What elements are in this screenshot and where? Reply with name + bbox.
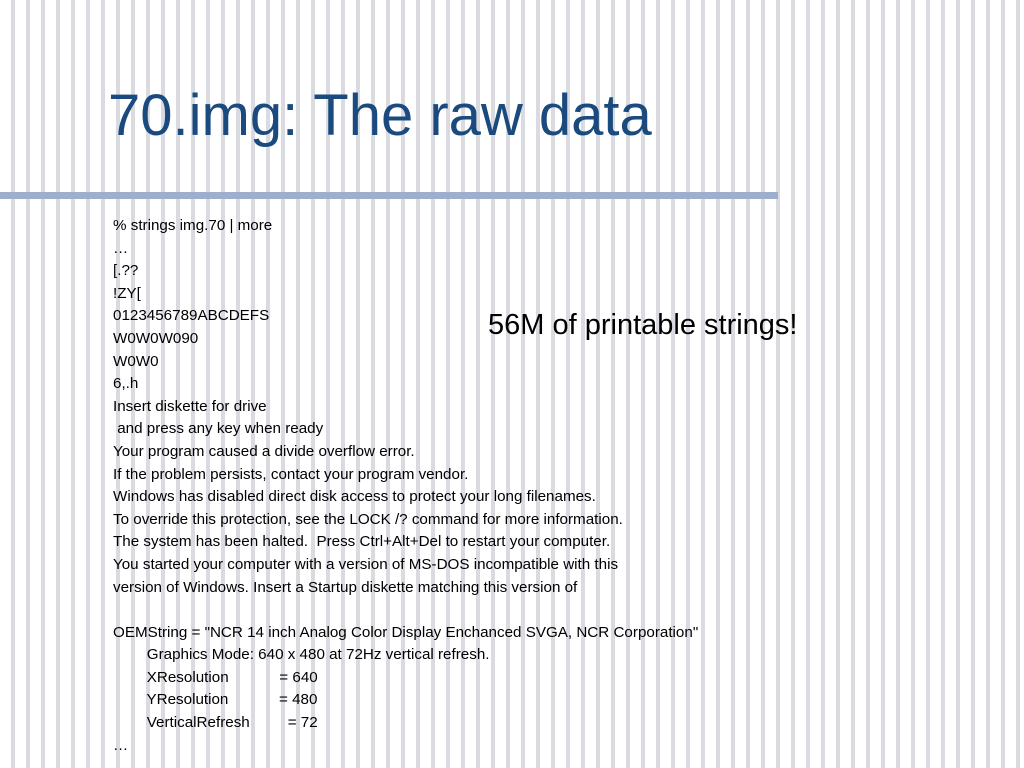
output-line: XResolution = 640	[113, 668, 318, 686]
output-line: To override this protection, see the LOCK /? command for more information.	[113, 510, 623, 528]
output-line	[113, 599, 698, 622]
output-line: Windows has disabled direct disk access to protect your long filenames.	[113, 488, 596, 506]
output-line: VerticalRefresh = 72	[113, 714, 318, 732]
output-line: % strings img.70 | more	[113, 217, 273, 234]
output-line: [.??	[113, 262, 139, 280]
output-line: OEMString = "NCR 14 inch Analog Color Display Enchanced SVGA, NCR Corporation"	[113, 623, 699, 641]
output-line: !ZY[	[113, 284, 141, 302]
output-line: You started your computer with a version of MS-DOS incompatible with this	[113, 555, 619, 573]
output-line: If the problem persists, contact your program vendor.	[113, 465, 469, 483]
output-line: 6,.h	[113, 375, 139, 393]
title-divider	[0, 192, 778, 199]
strings-output	[113, 215, 698, 757]
output-line: 0123456789ABCDEFS	[113, 307, 270, 325]
output-line: Graphics Mode: 640 x 480 at 72Hz vertical refresh.	[113, 646, 490, 664]
output-line: Insert diskette for drive	[113, 397, 267, 415]
output-line: …	[113, 239, 129, 257]
output-line: Your program caused a divide overflow error.	[113, 442, 415, 460]
output-line: W0W0W090	[113, 329, 199, 347]
output-line: …	[113, 736, 129, 754]
slide-title: 70.img: The raw data	[108, 83, 652, 148]
output-line: YResolution = 480	[113, 691, 318, 709]
callout-text: 56M of printable strings!	[488, 309, 798, 341]
output-line: and press any key when ready	[113, 420, 324, 438]
output-line: version of Windows. Insert a Startup diskette matching this version of	[113, 578, 578, 596]
output-line: The system has been halted. Press Ctrl+Alt+Del to restart your computer.	[113, 533, 611, 551]
output-line: W0W0	[113, 352, 159, 370]
